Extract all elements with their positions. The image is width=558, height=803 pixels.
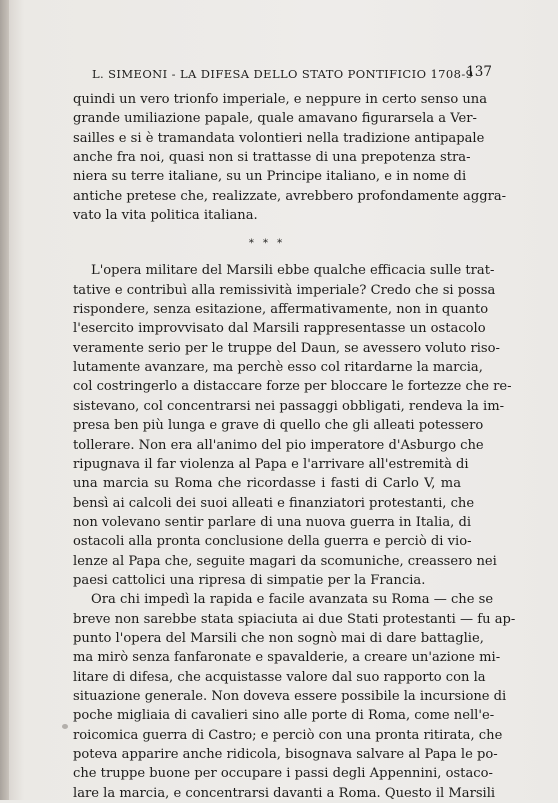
text-line: anche fra noi, quasi non si trattasse di una prepotenza stra- xyxy=(73,150,471,166)
text-line: Ora chi impedì la rapida e facile avanzata su Roma — che se xyxy=(91,592,494,608)
paragraph xyxy=(73,261,512,590)
text-line: sailles e si è tramandata volontieri nella tradizione antipapale xyxy=(73,130,485,146)
text-line: lenze al Papa che, seguite magari da scomuniche, creassero nei xyxy=(73,553,497,569)
text-line: poche migliaia di cavalieri sino alle porte di Roma, come nell'e- xyxy=(73,708,495,724)
text-line: niera su terre italiane, su un Principe italiano, e in nome di xyxy=(73,169,467,185)
text-line: veramente serio per le truppe del Daun, se avessero voluto riso- xyxy=(73,340,500,356)
text-line: paesi cattolici una ripresa di simpatie per la Francia. xyxy=(73,572,426,588)
running-title: L. SIMEONI - LA DIFESA DELLO STATO PONTIFICIO 1708-9 xyxy=(92,67,474,81)
text-line: ma mirò senza fanfaronate e spavalderie, a creare un'azione mi- xyxy=(73,650,501,666)
book-spine-shadow xyxy=(0,0,9,800)
text-line: situazione generale. Non doveva essere possibile la incursione di xyxy=(73,688,507,704)
text-line: una marcia su Roma che ricordasse i fasti di Carlo V, ma xyxy=(73,476,461,492)
text-line: antiche pretese che, realizzate, avrebbero profondamente aggra- xyxy=(73,188,507,204)
text-line: ostacoli alla pronta conclusione della guerra e perciò di vio- xyxy=(73,534,472,550)
text-line: sistevano, col concentrarsi nei passaggi obbligati, rendeva la im- xyxy=(73,398,505,414)
text-line: vato la vita politica italiana. xyxy=(73,208,258,224)
text-line: che truppe buone per occupare i passi degli Appennini, ostaco- xyxy=(73,766,493,782)
text-line: rispondere, senza esitazione, affermativamente, non in quanto xyxy=(73,302,489,318)
text-line: roicomica guerra di Castro; e perciò con una pronta ritirata, che xyxy=(73,727,503,743)
page-stain xyxy=(62,724,68,729)
text-line: grande umiliazione papale, quale amavano figurarsela a Ver- xyxy=(73,111,477,127)
text-line: tollerare. Non era all'animo del pio imperatore d'Asburgo che xyxy=(73,437,484,453)
text-line: lare la marcia, e concentrarsi davanti a Roma. Questo il Marsili xyxy=(73,785,496,801)
body-text xyxy=(73,90,516,803)
text-line: tative e contribuì alla remissività imperiale? Credo che si possa xyxy=(73,282,496,298)
text-line: quindi un vero trionfo imperiale, e neppure in certo senso una xyxy=(73,92,488,107)
text-line: ripugnava il far violenza al Papa e l'arrivare all'estremità di xyxy=(73,456,469,472)
paragraph xyxy=(73,90,507,225)
text-line: non volevano sentir parlare di una nuova guerra in Italia, di xyxy=(73,514,472,530)
paragraph xyxy=(73,590,516,803)
text-line: punto l'opera del Marsili che non sognò mai di dare battaglie, xyxy=(73,630,484,646)
section-separator: * * * xyxy=(248,238,286,250)
text-line: presa ben più lunga e grave di quello che gli alleati potessero xyxy=(73,418,484,434)
text-line: col costringerlo a distaccare forze per bloccare le fortezze che re- xyxy=(73,379,512,395)
text-line: L'opera militare del Marsili ebbe qualche efficacia sulle trat- xyxy=(91,263,495,279)
text-line: lutamente avanzare, ma perchè esso col ritardarne la marcia, xyxy=(73,360,483,376)
text-line: litare di difesa, che acquistasse valore dal suo rapporto con la xyxy=(73,669,486,685)
text-line: l'esercito improvvisato dal Marsili rappresentasse un ostacolo xyxy=(73,321,486,337)
running-header xyxy=(92,64,492,82)
text-line: poteva apparire anche ridicola, bisognava salvare al Papa le po- xyxy=(73,747,498,762)
page-number: 137 xyxy=(466,64,492,80)
text-line: bensì ai calcoli dei suoi alleati e finanziatori protestanti, che xyxy=(73,495,475,511)
text-line: breve non sarebbe stata spiaciuta ai due Stati protestanti — fu ap- xyxy=(73,611,516,627)
